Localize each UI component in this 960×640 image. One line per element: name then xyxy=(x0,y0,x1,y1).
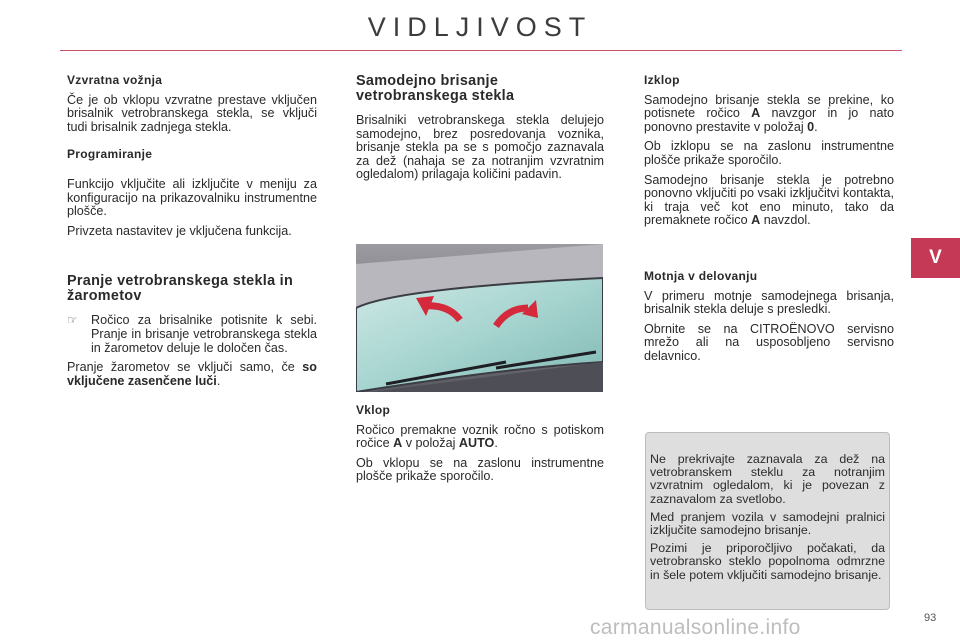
wash-text-bold: so vključene zasenčene luči xyxy=(67,360,317,388)
auto-wipe-text: Brisalniki vetrobranskega stekla delujejo samodejno, brez posredovanja voznika, brisanje stekla pa se s pomočjo zaznavala za dež (nahaja se za notranjim vzvratnim ogledalom) prilagaja količini padavin. xyxy=(356,113,604,182)
page-number: 93 xyxy=(924,612,937,624)
off-text-3-prefix: Samodejno brisanje stekla je potrebno ponovno vključiti po vsaki izključitvi kontakta, ki traja več kot eno minuto, tako da premaknete ročico xyxy=(644,172,894,228)
wash-text xyxy=(67,361,317,388)
wash-bullet-text: Ročico za brisalnike potisnite k sebi. Pranje in brisanje vetrobranskega stekla in žarometov deluje le določen čas. xyxy=(91,313,317,355)
off-text-2: Ob izklopu se na zaslonu instrumentne plošče prikaže sporočilo. xyxy=(644,139,894,167)
reverse-text: Če je ob vklopu vzvratne prestave vključen brisalnik vetrobranskega stekla, se vključi tudi brisalnik zadnjega stekla. xyxy=(67,92,317,134)
title-divider xyxy=(60,50,902,51)
on-text-2: Ob vklopu se na zaslonu instrumentne plošče prikaže sporočilo. xyxy=(356,455,604,484)
fault-heading: Motnja v delovanju xyxy=(644,268,758,283)
off-text-3 xyxy=(644,174,894,228)
note-paragraph-2: Med pranjem vozila v samodejni pralnici izključite samodejno brisanje. xyxy=(650,509,885,538)
column-middle xyxy=(356,74,604,188)
on-text-mid: v položaj xyxy=(402,436,459,451)
on-text xyxy=(356,424,604,451)
warning-note-box xyxy=(645,432,890,610)
column-middle-lower xyxy=(356,404,604,490)
off-text-3-suffix: navzdol. xyxy=(760,213,811,228)
wash-text-suffix: . xyxy=(216,373,221,388)
off-text-prefix: Samodejno brisanje stekla se prekine, ko potisnete ročico xyxy=(644,92,894,121)
off-heading: Izklop xyxy=(644,73,680,87)
pointing-hand-icon: ☞ xyxy=(67,313,78,328)
chapter-tab[interactable]: V xyxy=(911,238,960,278)
programming-text-1: Funkcijo vključite ali izključite v meniju za konfiguracijo na prikazovalniku instrumentne plošče. xyxy=(67,176,317,219)
off-text-position: 0 xyxy=(807,119,815,134)
windshield-illustration xyxy=(356,244,603,392)
reverse-heading: Vzvratna vožnja xyxy=(67,73,163,87)
off-text-3-key: A xyxy=(751,213,761,228)
programming-heading: Programiranje xyxy=(67,147,153,162)
off-text xyxy=(644,94,894,135)
auto-wipe-heading: Samodejno brisanje vetrobranskega stekla xyxy=(356,73,515,104)
watermark: carmanualsonline.info xyxy=(590,616,801,639)
column-right xyxy=(644,74,894,370)
column-left xyxy=(67,74,317,394)
note-paragraph-1: Ne prekrivajte zaznavala za dež na vetrobranskem steklu za notranjim vzvratnim ogledalom, ki je povezan z zaznavalom za svetlobo. xyxy=(650,452,885,506)
off-text-suffix: . xyxy=(814,119,818,134)
page-title: VIDLJIVOST xyxy=(367,12,593,42)
fault-text-2: Obrnite se na CITROËNOVO servisno mrežo ali na usposobljeno servisno delavnico. xyxy=(644,321,894,363)
off-text-mid: navzgor in jo nato ponovno prestavite v položaj xyxy=(644,106,894,134)
note-paragraph-3: Pozimi je priporočljivo počakati, da vetrobransko steklo popolnoma odmrzne in šele potem vključiti samodejno brisanje. xyxy=(650,541,885,582)
wash-text-prefix: Pranje žarometov se vključi samo, če xyxy=(67,360,303,375)
on-heading: Vklop xyxy=(356,403,391,417)
on-text-prefix: Ročico premakne voznik ročno s potiskom ročice xyxy=(356,422,604,451)
wash-heading: Pranje vetrobranskega stekla in žarometov xyxy=(67,273,294,305)
on-text-suffix: . xyxy=(494,436,498,451)
programming-text-2: Privzeta nastavitev je vključena funkcija. xyxy=(67,223,292,238)
fault-text-1: V primeru motnje samodejnega brisanja, brisalnik stekla deluje s presledki. xyxy=(644,288,894,317)
on-text-key: A xyxy=(393,436,403,451)
on-text-position: AUTO xyxy=(458,436,495,451)
off-text-key: A xyxy=(751,106,761,121)
wash-bullet-item xyxy=(67,314,317,361)
